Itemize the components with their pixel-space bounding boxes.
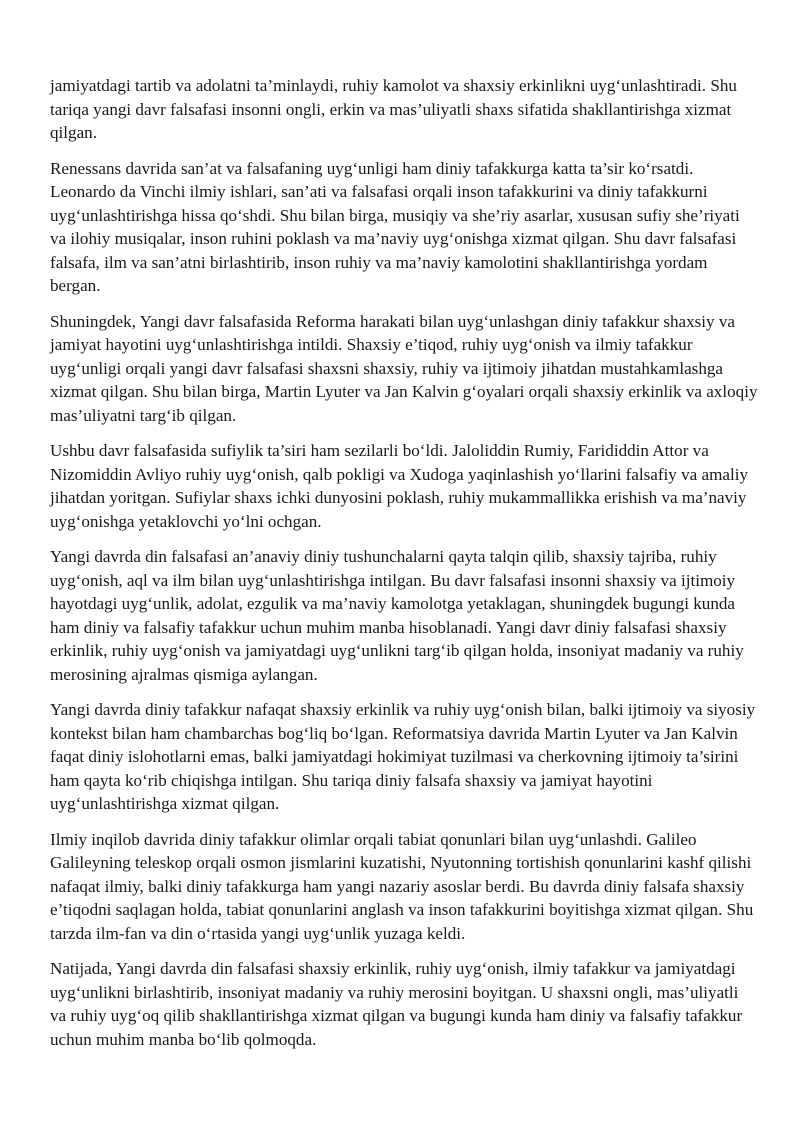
paragraph-1: jamiyatdagi tartib va adolatni ta’minlaydi, ruhiy kamolot va shaxsiy erkinlikni uyg‘unlashtiradi. Shu tariqa yangi davr falsafasi insonni ongli, erkin va mas’uliyatli shaxs sifatida shakllantirishga xizmat qilgan. xyxy=(50,76,737,142)
paragraph-4: Ushbu davr falsafasida sufiylik ta’siri ham sezilarli bo‘ldi. Jaloliddin Rumiy, Farididdin Attor va Nizomiddin Avliyo ruhiy uyg‘onish, qalb pokligi va Xudoga yaqinlashish yo‘llarini falsafiy va amaliy jihatdan yoritgan. Sufiylar shaxs ichki dunyosini poklash, ruhiy mukammallikka erishish va ma’naviy uyg‘onishga yetaklovchi yo‘lni ochgan. xyxy=(50,441,749,531)
paragraph-6: Yangi davrda diniy tafakkur nafaqat shaxsiy erkinlik va ruhiy uyg‘onish bilan, balki ijtimoiy va siyosiy kontekst bilan ham chambarchas bog‘liq bo‘lgan. Reformatsiya davrida Martin Lyuter va Jan Kalvin faqat diniy islohotlarni emas, balki jamiyatdagi hokimiyat tuzilmasi va cherkovning ijtimoiy ta’sirini ham qayta ko‘rib chiqishga intilgan. Shu tariqa diniy falsafa shaxsiy va jamiyat hayotini uyg‘unlashtirishga xizmat qilgan. xyxy=(50,700,756,813)
paragraph-8: Natijada, Yangi davrda din falsafasi shaxsiy erkinlik, ruhiy uyg‘onish, ilmiy tafakkur va jamiyatdagi uyg‘unlikni birlashtirib, insoniyat madaniy va ruhiy merosini boyitgan. U shaxsni ongli, mas’uliyatli va ruhiy uyg‘oq qilib shakllantirishga xizmat qilgan va bugungi kunda ham diniy va falsafiy tafakkur uchun muhim manba bo‘lib qolmoqda. xyxy=(50,959,743,1049)
paragraph-7: Ilmiy inqilob davrida diniy tafakkur olimlar orqali tabiat qonunlari bilan uyg‘unlashdi. Galileo Galileyning teleskop orqali osmon jismlarini kuzatishi, Nyutonning tortishish qonunlarini kashf qilishi nafaqat ilmiy, balki diniy tafakkurga ham yangi nazariy asoslar berdi. Bu davrda diniy falsafa shaxsiy e’tiqodni saqlagan holda, tabiat qonunlarini anglash va inson tafakkurini boyitishga xizmat qilgan. Shu tarzda ilm-fan va din o‘rtasida yangi uyg‘unlik yuzaga keldi. xyxy=(50,829,754,943)
paragraph-3: Shuningdek, Yangi davr falsafasida Reforma harakati bilan uyg‘unlashgan diniy tafakkur shaxsiy va jamiyat hayotini uyg‘unlashtirishga intildi. Shaxsiy e’tiqod, ruhiy uyg‘onish va ilmiy tafakkur uyg‘unligi orqali yangi davr falsafasi shaxsni shaxsiy, ruhiy va ijtimoiy jihatdan mustahkamlashga xizmat qilgan. Shu bilan birga, Martin Lyuter va Jan Kalvin g‘oyalari orqali shaxsiy erkinlik va axloqiy mas’uliyatni targ‘ib qilgan. xyxy=(50,311,758,425)
paragraph-5: Yangi davrda din falsafasi an’anaviy diniy tushunchalarni qayta talqin qilib, shaxsiy tajriba, ruhiy uyg‘onish, aql va ilm bilan uyg‘unlashtirishga intilgan. Bu davr falsafasi insonni shaxsiy va ijtimoiy hayotdagi uyg‘unlik, adolat, ezgulik va ma’naviy kamolotga yetaklagan, shuningdek bugungi kunda ham diniy va falsafiy tafakkur uchun muhim manba hisoblanadi. Yangi davr diniy falsafasi shaxsiy erkinlik, ruhiy uyg‘onish va jamiyatdagi uyg‘unlikni targ‘ib qilgan holda, insoniyat madaniy va ruhiy merosining ajralmas qismiga aylangan. xyxy=(50,547,744,684)
document-page xyxy=(50,74,758,1063)
paragraph-2: Renessans davrida san’at va falsafaning uyg‘unligi ham diniy tafakkurga katta ta’sir ko‘rsatdi. Leonardo da Vinchi ilmiy ishlari, san’ati va falsafasi orqali inson tafakkurini va diniy tafakkurni uyg‘unlashtirishga hissa qo‘shdi. Shu bilan birga, musiqiy va she’riy asarlar, xususan sufiy she’riyati va ilohiy musiqalar, inson ruhini poklash va ma’naviy uyg‘onishga xizmat qilgan. Shu davr falsafasi falsafa, ilm va san’atni birlashtirib, inson ruhiy va ma’naviy kamolotini shakllantirishga yordam bergan. xyxy=(50,158,740,295)
